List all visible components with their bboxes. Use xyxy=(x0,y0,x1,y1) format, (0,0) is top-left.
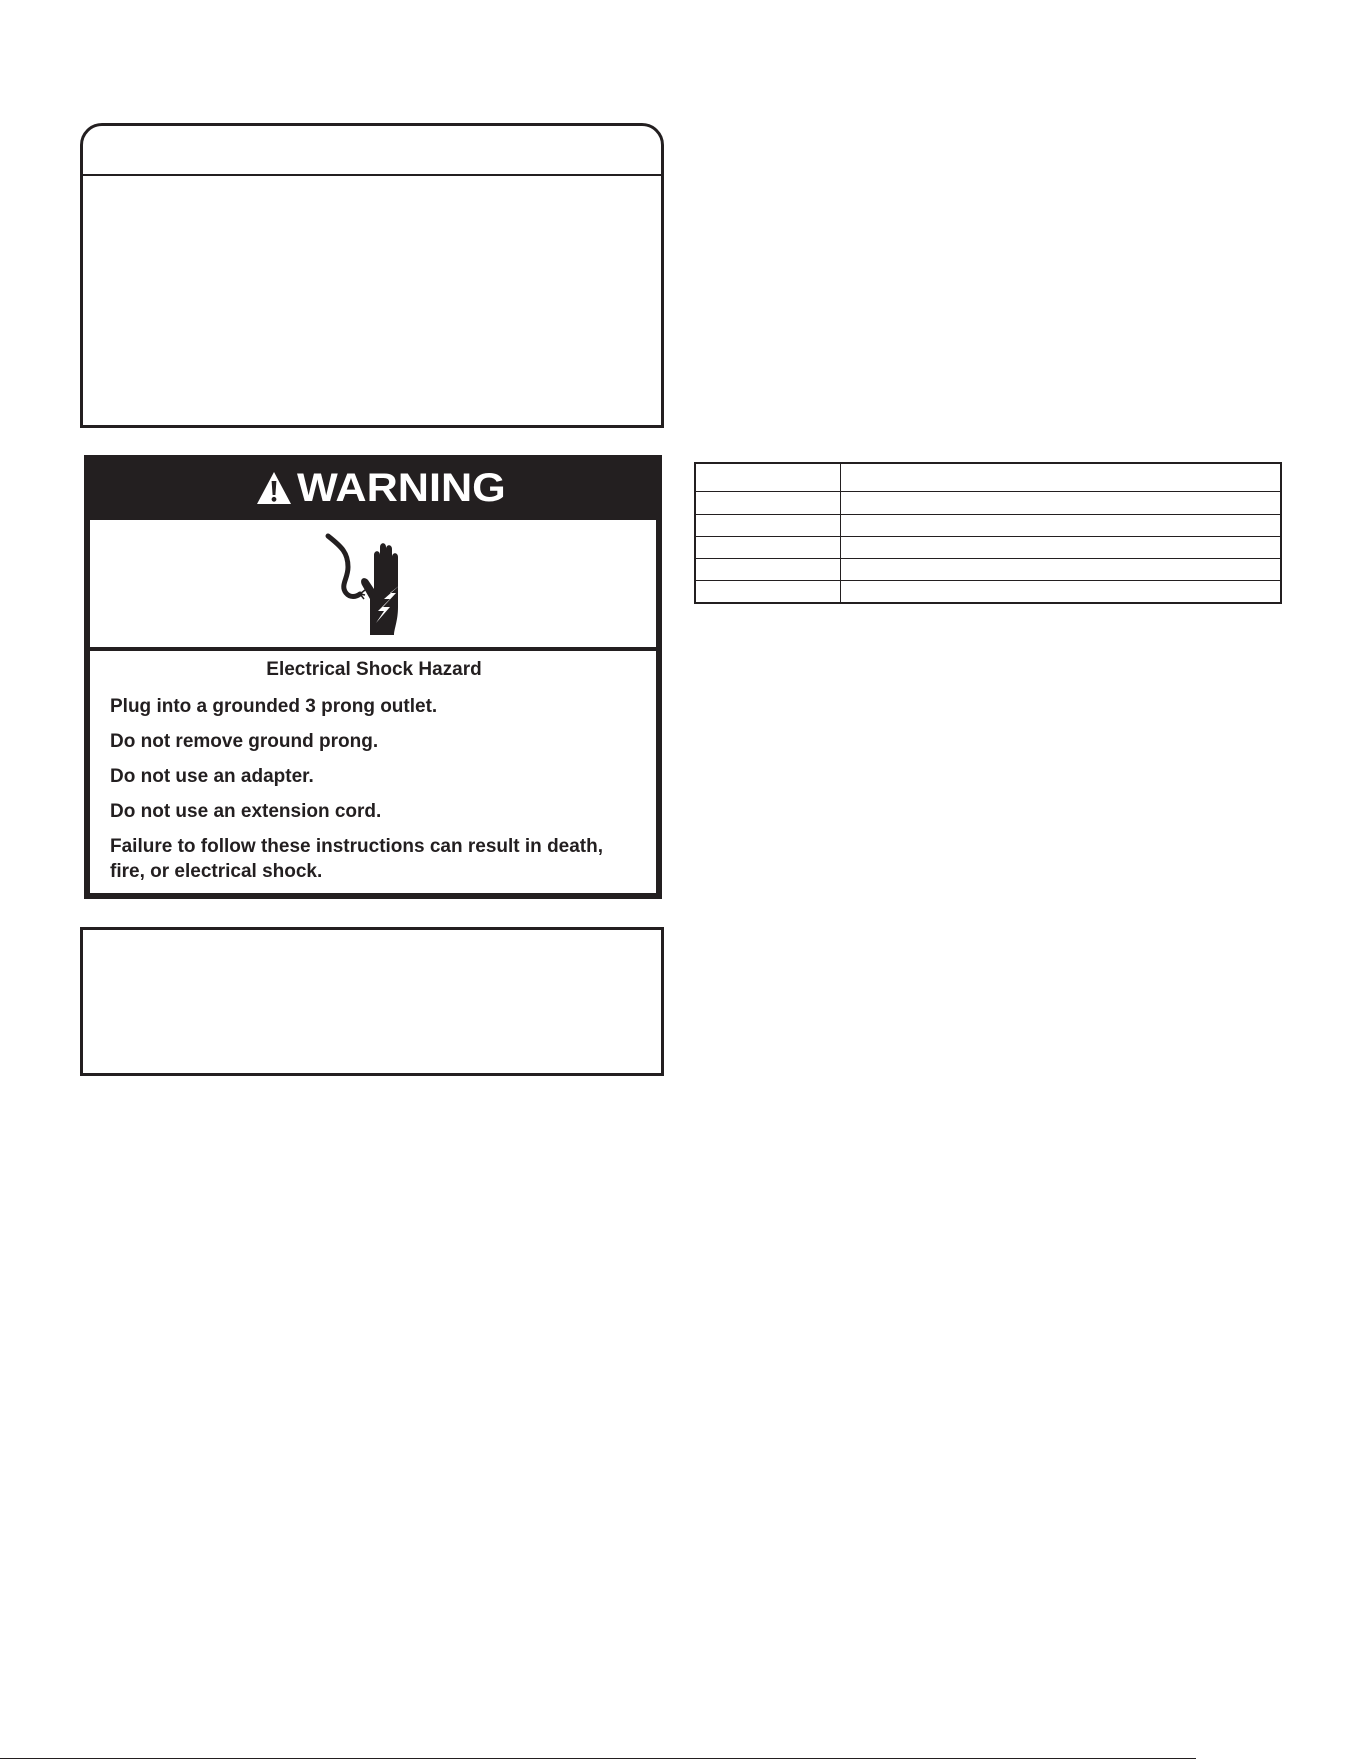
warning-text-panel xyxy=(90,651,656,893)
plain-notice-box xyxy=(80,927,664,1076)
table-row xyxy=(695,463,1281,492)
table-row xyxy=(695,580,1281,603)
instruction-grounded-outlet: Plug into a grounded 3 prong outlet. xyxy=(110,696,438,717)
table-row xyxy=(695,558,1281,580)
table-row xyxy=(695,536,1281,558)
exclamation-triangle-icon xyxy=(255,470,293,506)
warning-symbol-panel xyxy=(90,520,656,647)
notice-header-divider xyxy=(83,174,661,176)
footer-divider xyxy=(0,1758,1196,1759)
instruction-extension-cord: Do not use an extension cord. xyxy=(110,801,382,822)
instruction-adapter: Do not use an adapter. xyxy=(110,766,314,787)
table-row xyxy=(695,514,1281,536)
warning-label xyxy=(84,455,662,899)
hazard-title: Electrical Shock Hazard xyxy=(266,659,482,680)
electrical-shock-hand-icon xyxy=(318,529,428,639)
instruction-failure-consequence: Failure to follow these instructions can result in death, fire, or electrical shock. xyxy=(110,836,604,882)
warning-signal-word: WARNING xyxy=(297,465,507,510)
specification-table xyxy=(694,462,1282,604)
warning-header xyxy=(87,458,659,517)
rounded-notice-box xyxy=(80,123,664,428)
instruction-ground-prong: Do not remove ground prong. xyxy=(110,731,379,752)
table-row xyxy=(695,492,1281,514)
